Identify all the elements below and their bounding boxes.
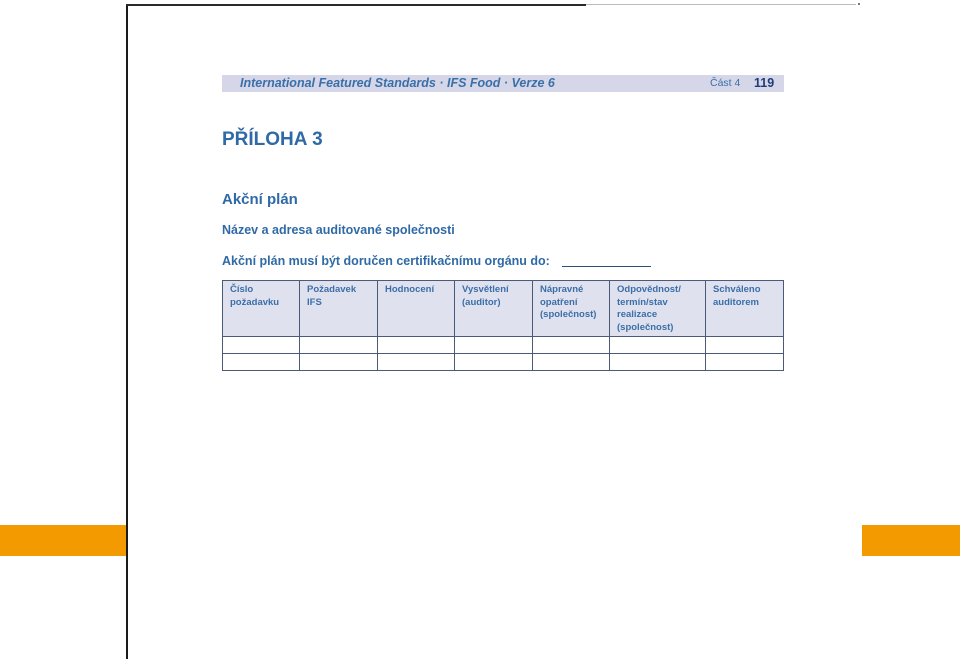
table-cell[interactable] bbox=[610, 354, 706, 371]
page-left-border bbox=[126, 6, 128, 659]
column-header-explanation: Vysvětlení (auditor) bbox=[455, 281, 533, 337]
table-row bbox=[223, 337, 784, 354]
table-header-row bbox=[223, 281, 784, 337]
column-header-requirement-number: Číslo požadavku bbox=[223, 281, 300, 337]
table-cell[interactable] bbox=[378, 337, 455, 354]
table-cell[interactable] bbox=[455, 354, 533, 371]
column-header-ifs-requirement: Požadavek IFS bbox=[300, 281, 378, 337]
page-top-border-faint bbox=[586, 4, 856, 5]
table-cell[interactable] bbox=[455, 337, 533, 354]
table-cell[interactable] bbox=[300, 337, 378, 354]
table-row bbox=[223, 354, 784, 371]
deadline-label: Akční plán musí být doručen certifikačnímu orgánu do: bbox=[222, 254, 550, 268]
running-header-part: Část 4 bbox=[710, 77, 741, 89]
column-header-rating: Hodnocení bbox=[378, 281, 455, 337]
column-header-corrective-action: Nápravné opatření (společnost) bbox=[533, 281, 610, 337]
page-number: 119 bbox=[754, 76, 775, 90]
column-header-approved-by-auditor: Schváleno auditorem bbox=[706, 281, 784, 337]
table-cell[interactable] bbox=[533, 354, 610, 371]
corner-mark bbox=[858, 3, 860, 5]
appendix-title: PŘÍLOHA 3 bbox=[222, 129, 323, 150]
action-plan-table bbox=[222, 280, 784, 371]
column-header-responsibility: Odpovědnost/ termín/stav realizace (společnost) bbox=[610, 281, 706, 337]
running-header-title: International Featured Standards · IFS Food · Verze 6 bbox=[240, 76, 555, 90]
table-cell[interactable] bbox=[300, 354, 378, 371]
deadline-blank-line[interactable] bbox=[562, 266, 651, 267]
table-cell[interactable] bbox=[378, 354, 455, 371]
table-cell[interactable] bbox=[706, 337, 784, 354]
running-header bbox=[222, 75, 784, 92]
table-cell[interactable] bbox=[610, 337, 706, 354]
section-title: Akční plán bbox=[222, 191, 298, 208]
table-cell[interactable] bbox=[706, 354, 784, 371]
page-top-border bbox=[126, 4, 586, 6]
company-name-address-label: Název a adresa auditované společnosti bbox=[222, 223, 455, 237]
table-cell[interactable] bbox=[223, 337, 300, 354]
orange-side-bar-right bbox=[862, 525, 960, 556]
table-cell[interactable] bbox=[223, 354, 300, 371]
orange-side-bar-left bbox=[0, 525, 126, 556]
table-cell[interactable] bbox=[533, 337, 610, 354]
